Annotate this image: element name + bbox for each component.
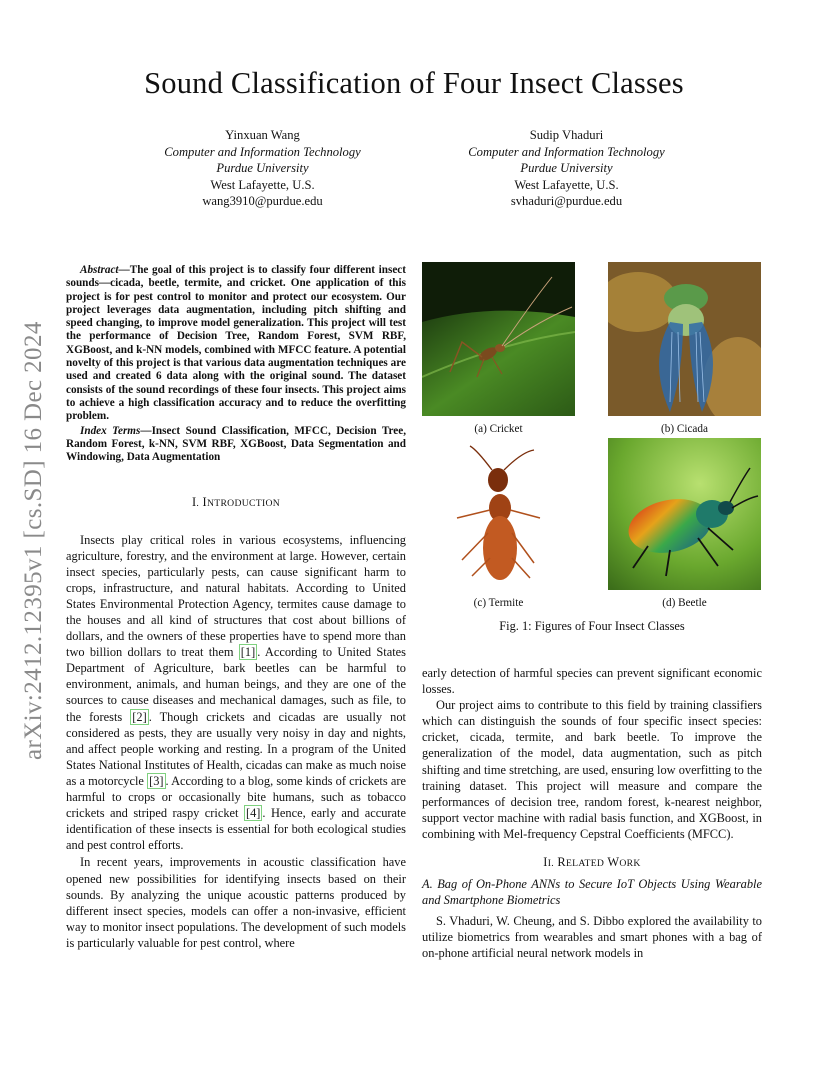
figure-panel-cricket — [422, 262, 575, 416]
citation-link-2[interactable]: [2] — [132, 709, 147, 724]
section-heading-introduction: I. INTRODUCTION — [191, 495, 281, 510]
section-heading-related-work: II. RELATED WORK — [543, 855, 641, 870]
cricket-image — [422, 262, 575, 416]
beetle-image — [608, 438, 761, 590]
author-dept: Computer and Information Technology — [164, 144, 361, 159]
paper-title: Sound Classification of Four Insect Classes — [144, 66, 684, 100]
intro-text: . According to a blog, some kinds of crickets are harmful to crops or occasionally bite humans, such as tobacco crickets and striped raspy cricket — [66, 773, 406, 821]
subfigure-caption-b: (b) Cicada — [661, 423, 708, 435]
intro-paragraph-1 — [66, 532, 406, 854]
right-paragraph-2: Our project aims to contribute to this field by training classifiers which can distinguish the sounds of four specific insect species: cricket, cicada, termite, and bark beetle. To improve the generalization of the model, data augmentation, such as pitch shifting and time stretching, are used, ensuring low overfitting to the training dataset. This project will measure and compare the performances of decision tree, random forest, k-nearest neighbor, support vector machine with radial basis function, and XGBoost, in combining with Mel-frequency Cepstral Coefficients (MFCC). — [422, 698, 762, 841]
author-univ: Purdue University — [520, 161, 613, 176]
author-block-2 — [444, 127, 689, 210]
index-terms-text: —Insect Sound Classification, MFCC, Decision Tree, Random Forest, k-NN, SVM RBF, XGBoost, Data Segmentation and Windowing, Data Augmentation — [66, 424, 406, 464]
figure-panel-termite — [422, 438, 575, 590]
intro-text: Insects play critical roles in various ecosystems, influencing agriculture, forestry, and the environment at large. However, certain insect species, particularly pests, can cause significant harm to crops, infrastructure, and natural habitats. According to United States Environmental Protection Agency, termites cause damage to the houses and all kind of structures that cost about billions of dollars, and the owners of these properties have to spend more than two billion dollars to treat them — [66, 532, 406, 660]
subsection-heading-a: A. Bag of On-Phone ANNs to Secure IoT Objects Using Wearable and Smartphone Biometrics — [422, 877, 762, 908]
intro-text: . Though crickets and cicadas are usually not considered as pests, they are usually very noisy in day and nights, and affect people working and resting. In a program of the United States National Institutes of Health, cicadas can make as much noise as a motorcycle — [66, 709, 406, 788]
author-dept: Computer and Information Technology — [468, 144, 665, 159]
author-name: Sudip Vhaduri — [529, 128, 604, 142]
subfigure-caption-a: (a) Cricket — [474, 423, 523, 435]
author-email: svhaduri@purdue.edu — [510, 194, 623, 209]
citation-link-3[interactable]: [3] — [149, 773, 164, 788]
cicada-image — [608, 262, 761, 416]
intro-text: . Hence, early and accurate identification of these insects is essential for both ecological studies and pest control efforts. — [66, 806, 406, 853]
author-city: West Lafayette, U.S. — [514, 177, 619, 192]
abstract-text: —The goal of this project is to classify four different insect sounds—cicada, beetle, termite, and cricket. One application of this project is for pest control to monitor and protect our ecosystem. Our project leverages data augmentation, including pitch shifting and speed changing, to improve model generalization. This project will test the performance of Decision Tree, Random Forest, SVM RBF, XGBoost, and k-NN models, combined with MFCC feature. A potential novelty of this project is that various data augmentation techniques are used and created 6 data along with the original sound. The dataset consists of the sound recordings of these four insects. This project aims to achieve a high classification accuracy and to reduce the overfitting problem. — [66, 264, 406, 423]
author-email: wang3910@purdue.edu — [202, 194, 323, 209]
intro-paragraph-2: In recent years, improvements in acoustic classification have opened new possibilities for identifying insects based on their sounds. By analyzing the unique acoustic patterns produced by different insect species, models can offer a non-invasive, efficient way to monitor insect populations. The development of such models is particularly valuable for pest control, where — [66, 855, 406, 950]
figure-panel-cicada — [608, 262, 761, 416]
figure-panel-beetle — [608, 438, 761, 590]
index-terms-label: Index Terms — [80, 424, 141, 437]
intro-text: . According to United States Department of Agriculture, bark beetles can be harmful to environment, animals, and human beings, and they are one of the sources to cause diseases and mechanical damages, such as file, to the forests — [66, 645, 406, 724]
author-block-1 — [140, 127, 385, 210]
subfigure-caption-c: (c) Termite — [473, 597, 524, 609]
citation-link-1[interactable]: [1] — [240, 645, 256, 660]
abstract-label: Abstract — [80, 264, 119, 276]
arxiv-stamp: arXiv:2412.12395v1 [cs.SD] 16 Dec 2024 — [20, 321, 47, 760]
author-name: Yinxuan Wang — [225, 128, 300, 142]
termite-image — [422, 438, 575, 590]
right-column — [422, 665, 762, 961]
right-paragraph-1: early detection of harmful species can prevent significant economic losses. — [422, 666, 762, 697]
abstract — [66, 264, 406, 424]
author-univ: Purdue University — [216, 161, 309, 176]
figure-caption: Fig. 1: Figures of Four Insect Classes — [499, 619, 685, 633]
author-city: West Lafayette, U.S. — [210, 177, 315, 192]
left-column — [66, 264, 406, 951]
right-paragraph-3: S. Vhaduri, W. Cheung, and S. Dibbo explored the availability to utilize biometrics from wearables and smart phones with a bag of on-phone artificial neural network models in — [422, 914, 762, 961]
index-terms — [66, 425, 406, 465]
citation-link-4[interactable]: [4] — [245, 806, 261, 821]
subfigure-caption-d: (d) Beetle — [662, 597, 707, 609]
